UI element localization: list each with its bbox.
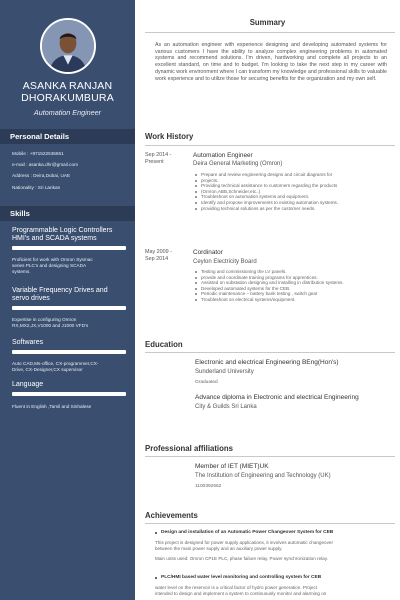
skill-title — [12, 227, 130, 243]
candidate-role: Automation Engineer — [33, 108, 102, 117]
list-item: Providing technical assistance to customers regarding the products — [195, 183, 391, 189]
degree-title: Electronic and electrical Engineering BEng(Hon's) — [195, 359, 339, 366]
job-date-line: Present — [145, 159, 164, 165]
language-level-bar — [12, 392, 126, 396]
address-text: Address : Deira,Dubai, UAE — [12, 173, 71, 178]
affiliation-title: Member of IET (MIET)UK — [195, 463, 269, 470]
sidebar — [0, 0, 135, 600]
software-line: Drive, CX-Designer,CX supervisor — [12, 367, 83, 372]
list-item: Prepare and review engineering designs and circuit diagrams for — [195, 172, 391, 178]
list-item: Troubleshoot on automation systems and equipment. — [195, 194, 391, 200]
affiliation-org: The Institution of Engineering and Technology (UK) — [195, 473, 331, 479]
list-item: providing technical solutions as per the customer needs. — [195, 206, 391, 212]
job-duties — [195, 172, 391, 211]
education-heading: Education — [145, 340, 183, 349]
software-level-bar — [12, 350, 126, 354]
personal-details-heading: Personal Details — [0, 129, 135, 144]
skill-desc-line: RX,MX2,JX,V1000 and J1000 VFD's — [12, 323, 89, 328]
name-line-2: DHORAKUMBURA — [21, 92, 114, 104]
achievement-item — [155, 575, 391, 597]
job-title: Automation Engineer — [193, 152, 253, 159]
job-date — [145, 152, 171, 166]
skill-title-line: servo drives — [12, 295, 50, 302]
software-heading: Softwares — [12, 339, 44, 346]
job-date — [145, 249, 172, 263]
list-item: Troubleshoot on electrical systems/equipment. — [195, 297, 391, 303]
achievement-title: PLC/HMI based water level monitoring and controlling system for CEB — [155, 575, 391, 580]
list-item: (Omron,ABB,Schneider,etc..) — [195, 189, 391, 195]
skills-heading: Skills — [0, 206, 135, 221]
divider — [145, 456, 395, 457]
list-item: projects. — [195, 178, 391, 184]
name-line-1: ASANKA RANJAN — [22, 80, 113, 92]
school-name: Sunderland University — [195, 369, 254, 375]
work-history-heading: Work History — [145, 132, 194, 141]
job-duties — [195, 269, 391, 303]
divider — [145, 32, 395, 33]
skill-title — [12, 287, 130, 303]
candidate-name — [0, 80, 135, 104]
job-company: Deira General Marketing (Omron) — [193, 161, 283, 167]
list-item: Developed automated systems for the CEB. — [195, 286, 391, 292]
list-item: Testing and commissioning the LV panels. — [195, 269, 391, 275]
list-item: Assisted on substation designing and installing in distribution systems. — [195, 280, 391, 286]
job-company: Ceylon Electricity Board — [193, 259, 257, 265]
achievement-line: between the main power supply and an auxiliary power supply. — [155, 545, 283, 551]
divider — [145, 145, 395, 146]
achievement-line: Main units used: Omron CP1E PLC, phase failure relay, Power synchronization relay. — [155, 555, 328, 561]
achievement-item — [155, 530, 391, 561]
job-date-line: Sep 2014 - — [145, 152, 172, 158]
school-name: City & Guilds Sri Lanka — [195, 404, 257, 410]
skill-title-line: Programmable Logic Controllers — [12, 227, 113, 234]
achievement-title: Design and installation of an Automatic Power Changeover System for CEB — [155, 530, 391, 535]
list-item: Identify and propose improvements to existing automation systems. — [195, 200, 391, 206]
language-text: Fluent in English ,Tamil and Sinhalese — [12, 404, 92, 409]
software-text — [12, 361, 130, 373]
skill-level-bar — [12, 306, 126, 310]
job-date-line: Sep 2014 — [145, 256, 169, 262]
summary-heading: Summary — [249, 18, 286, 27]
nationality-text: Nationality : Sri Lankan — [12, 185, 61, 190]
skill-description — [12, 257, 130, 275]
divider — [145, 352, 395, 353]
skill-title-line: Variable Frequency Drives and — [12, 287, 108, 294]
main-content — [135, 0, 400, 600]
achievements-heading: Achievements — [145, 511, 198, 520]
summary-text: As an automation engineer with experience designing and developing automated systems for various customers I have the ability to analyze complex engineering problems in automated systems and recommend solutions. I'm driven, hardworking and complete all projects to an excellent standard, on time and to budget. I'm looking to take the next step in my career with dynamic work environment where I can transform my knowledge and professional skills to valuable work experience and to utilize those for securing benefits for the organization and my own self. — [155, 42, 387, 82]
degree-status: Graduated — [195, 380, 218, 385]
language-heading: Language — [12, 381, 44, 388]
affiliation-id: 1100392662 — [195, 484, 222, 489]
list-item: provide and coordinate training programs for apprentices. — [195, 275, 391, 281]
degree-title: Advance diploma in Electronic and electrical Engineering — [195, 394, 359, 401]
achievement-line: This project is designed for power supply applications, it involves automatic changeover — [155, 540, 333, 545]
profile-photo — [40, 18, 96, 74]
mobile-text: Mobile : +971522536651 — [12, 151, 64, 156]
skill-level-bar — [12, 246, 126, 250]
software-line: Auto CAD,Ms-office, CX-programmer,CX- — [12, 361, 99, 366]
skill-desc-line: Proficient for work with Omron Sysmac — [12, 257, 93, 262]
divider — [145, 523, 395, 524]
skill-desc-line: series PLC's and designing SCADA — [12, 263, 87, 268]
skill-desc-line: systems. — [12, 269, 31, 274]
affiliations-heading: Professional affiliations — [145, 444, 233, 453]
skill-title-line: HMI's and SCADA systems — [12, 235, 97, 242]
list-item: Periodic maintenance – battery bank testing , switch gear — [195, 291, 391, 297]
job-date-line: May 2009 - — [145, 249, 172, 255]
person-icon — [42, 20, 94, 72]
skill-description — [12, 317, 130, 329]
achievement-line: water level on the reservoir is a critical factor of hydro power generation. Project — [155, 585, 318, 590]
achievement-line: intended to design and implement a system to continuously monitor and alarming on — [155, 590, 327, 596]
job-title: Cordinator — [193, 249, 223, 256]
skill-desc-line: Expertise in configuring Omron — [12, 317, 77, 322]
email-text: e-mail : asanka.dhr@gmail.com — [12, 162, 78, 167]
